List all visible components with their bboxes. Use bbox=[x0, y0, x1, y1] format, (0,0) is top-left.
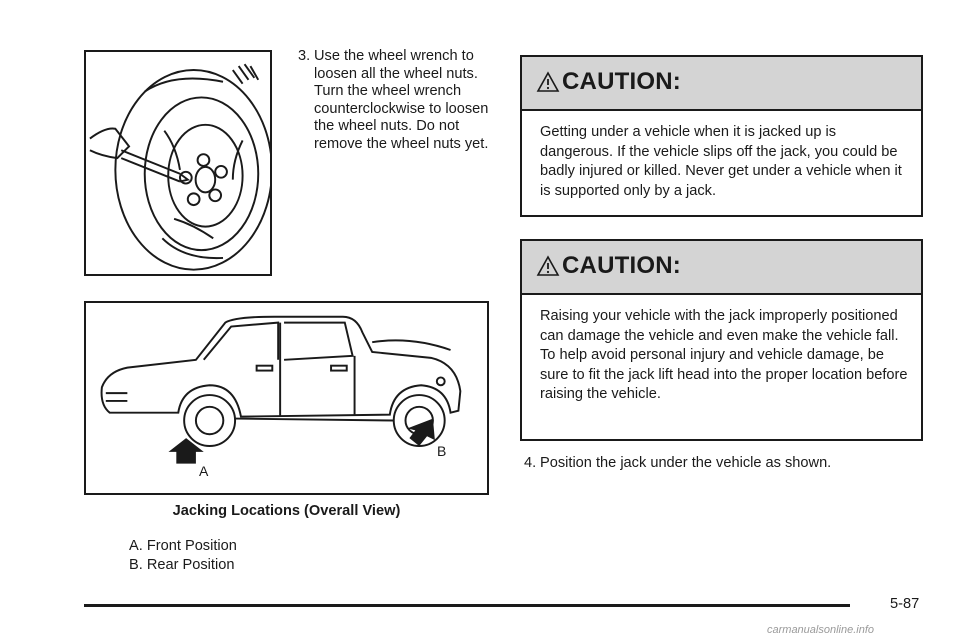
caution-text: Getting under a vehicle when it is jacked up is dangerous. If the vehicle slips off the jack, you could be badly injured or killed. Never get under a vehicle when it is supported only by a jack. bbox=[540, 124, 902, 199]
wheel-wrench-icon bbox=[86, 52, 270, 274]
figure-caption: Jacking Locations (Overall View) bbox=[172, 503, 401, 519]
watermark: carmanualsonline.info bbox=[767, 624, 875, 636]
warning-triangle-icon bbox=[536, 71, 560, 93]
caution-text: Raising your vehicle with the jack improperly positioned can damage the vehicle and even make the vehicle fall. To help avoid personal injury and vehicle damage, be sure to fit the jack lift head into the proper location before raising the vehicle. bbox=[540, 308, 908, 403]
step-text: Position the jack under the vehicle as shown. bbox=[540, 455, 832, 471]
legend-item-front: A. Front Position bbox=[129, 538, 237, 554]
caution-box bbox=[520, 239, 923, 441]
truck-icon bbox=[86, 303, 487, 493]
jacking-locations-illustration bbox=[84, 301, 489, 495]
wheel-wrench-illustration bbox=[84, 50, 272, 276]
step-number: 4. bbox=[524, 455, 537, 471]
footer-rule bbox=[84, 604, 850, 607]
caution-title: CAUTION: bbox=[562, 252, 681, 279]
caution-header bbox=[522, 241, 921, 295]
caution-box bbox=[520, 55, 923, 217]
caution-header bbox=[522, 57, 921, 111]
step-text: Use the wheel wrench to loosen all the wheel nuts. Turn the wheel wrench counterclockwise to loosen the wheel nuts. Do not remove the wheel nuts yet. bbox=[314, 48, 489, 152]
page-number: 5-87 bbox=[890, 596, 920, 612]
legend-item-rear: B. Rear Position bbox=[129, 557, 235, 573]
warning-triangle-icon bbox=[536, 255, 560, 277]
label-b: B bbox=[437, 443, 447, 459]
step-number: 3. bbox=[298, 48, 311, 64]
front-jack-arrow-icon bbox=[168, 438, 203, 463]
label-a: A bbox=[199, 463, 209, 479]
caution-title: CAUTION: bbox=[562, 68, 681, 95]
